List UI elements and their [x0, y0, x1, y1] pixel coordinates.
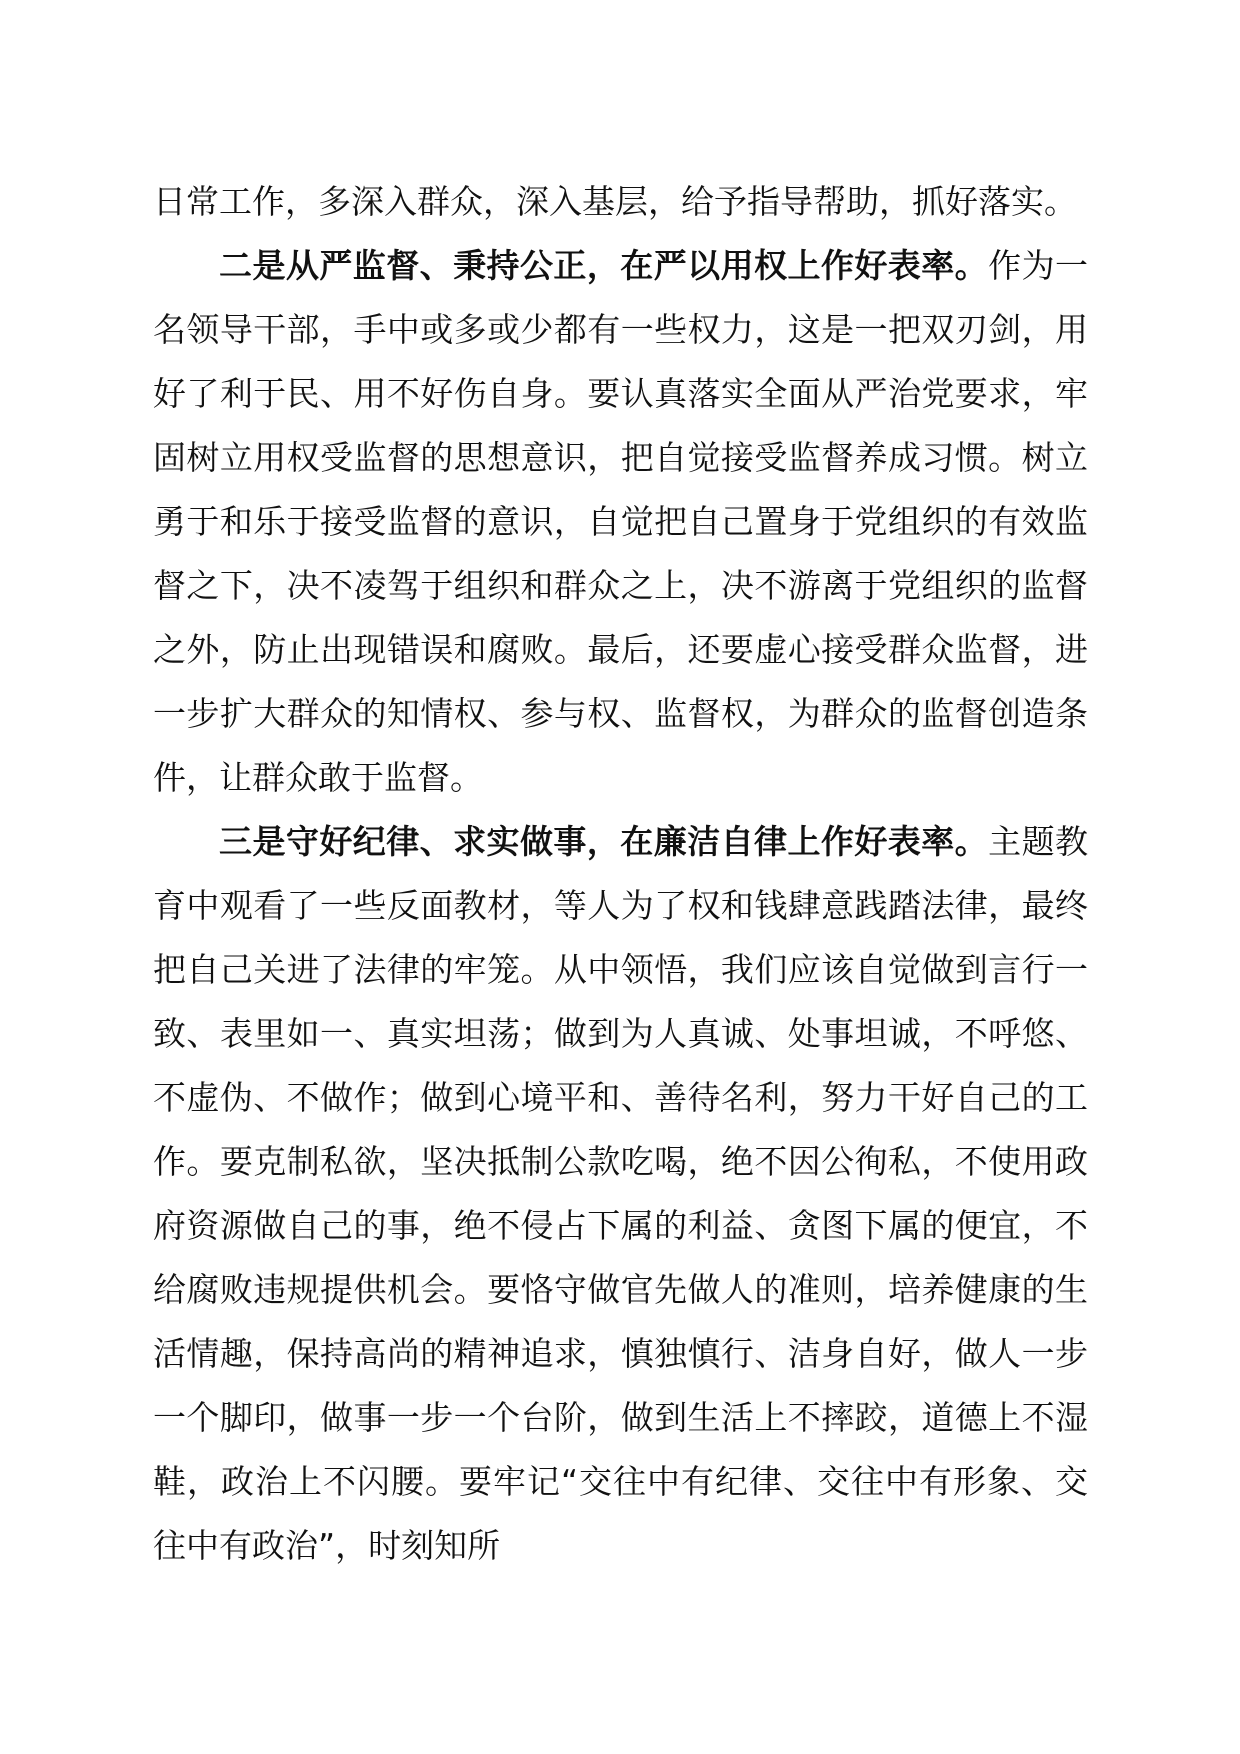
paragraph-text: 日常工作，多深入群众，深入基层，给予指导帮助，抓好落实。 — [153, 182, 1077, 221]
paragraph-text: 主题教育中观看了一些反面教材，等人为了权和钱肆意践踏法律，最终把自己关进了法律的牢笼。从中领悟，我们应该自觉做到言行一致、表里如一、真实坦荡；做到为人真诚、处事坦诚，不呼悠、不虚伪、不做作；做到心境平和、善待名利，努力干好自己的工作。要克制私欲，坚决抵制公款吃喝，绝不因公徇私，不使用政府资源做自己的事，绝不侵占下属的利益、贪图下属的便宜，不给腐败违规提供机会。要恪守做官先做人的准则，培养健康的生活情趣，保持高尚的精神追求，慎独慎行、洁身自好，做人一步一个脚印，做事一步一个台阶，做到生活上不摔跤，道德上不湿鞋，政治上不闪腰。要牢记“交往中有纪律、交往中有形象、交往中有政治”，时刻知所 — [153, 822, 1089, 1565]
paragraph-continuation — [153, 170, 1088, 234]
paragraph-heading: 二是从严监督、秉持公正，在严以用权上作好表率。 — [219, 246, 989, 285]
paragraph-text: 作为一名领导干部，手中或多或少都有一些权力，这是一把双刃剑，用好了利于民、用不好伤自身。要认真落实全面从严治党要求，牢固树立用权受监督的思想意识，把自觉接受监督养成习惯。树立勇于和乐于接受监督的意识，自觉把自己置身于党组织的有效监督之下，决不凌驾于组织和群众之上，决不游离于党组织的监督之外，防止出现错误和腐败。最后，还要虚心接受群众监督，进一步扩大群众的知情权、参与权、监督权，为群众的监督创造条件，让群众敢于监督。 — [153, 246, 1089, 797]
paragraph-discipline — [153, 810, 1088, 1578]
paragraph-supervision — [153, 234, 1088, 810]
paragraph-heading: 三是守好纪律、求实做事，在廉洁自律上作好表率。 — [219, 822, 989, 861]
document-page — [153, 170, 1088, 1578]
